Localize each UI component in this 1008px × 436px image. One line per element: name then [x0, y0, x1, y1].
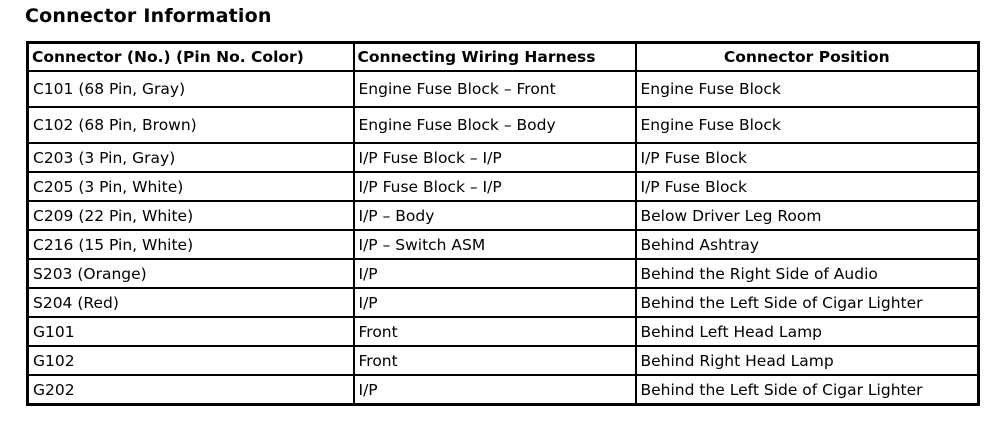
cell-position: Behind the Left Side of Cigar Lighter	[636, 375, 979, 405]
cell-connector: C203 (3 Pin, Gray)	[28, 143, 354, 172]
table-row	[28, 172, 979, 201]
cell-position: Behind the Left Side of Cigar Lighter	[636, 288, 979, 317]
cell-connector: C101 (68 Pin, Gray)	[28, 71, 354, 107]
cell-connector: C205 (3 Pin, White)	[28, 172, 354, 201]
cell-wiring-harness: I/P Fuse Block – I/P	[354, 143, 636, 172]
table-row	[28, 143, 979, 172]
table-row	[28, 230, 979, 259]
table-header-row	[28, 43, 979, 72]
cell-position: Behind Right Head Lamp	[636, 346, 979, 375]
page-title: Connector Information	[25, 5, 272, 27]
cell-wiring-harness: I/P	[354, 288, 636, 317]
cell-position: Engine Fuse Block	[636, 107, 979, 143]
cell-position: Engine Fuse Block	[636, 71, 979, 107]
cell-wiring-harness: I/P Fuse Block – I/P	[354, 172, 636, 201]
cell-wiring-harness: Front	[354, 346, 636, 375]
cell-connector: G102	[28, 346, 354, 375]
cell-position: Behind the Right Side of Audio	[636, 259, 979, 288]
cell-connector: S204 (Red)	[28, 288, 354, 317]
cell-position: I/P Fuse Block	[636, 143, 979, 172]
cell-wiring-harness: I/P – Switch ASM	[354, 230, 636, 259]
cell-connector: C216 (15 Pin, White)	[28, 230, 354, 259]
table-row	[28, 346, 979, 375]
cell-connector: C102 (68 Pin, Brown)	[28, 107, 354, 143]
connector-table	[26, 41, 980, 406]
table-row	[28, 317, 979, 346]
cell-position: Behind Ashtray	[636, 230, 979, 259]
cell-wiring-harness: I/P	[354, 375, 636, 405]
table-row	[28, 375, 979, 405]
cell-position: Below Driver Leg Room	[636, 201, 979, 230]
table-row	[28, 201, 979, 230]
cell-wiring-harness: Front	[354, 317, 636, 346]
header-connector-position: Connector Position	[636, 43, 979, 72]
cell-connector: S203 (Orange)	[28, 259, 354, 288]
table-row	[28, 259, 979, 288]
cell-connector: G202	[28, 375, 354, 405]
cell-position: I/P Fuse Block	[636, 172, 979, 201]
cell-connector: G101	[28, 317, 354, 346]
table-row	[28, 107, 979, 143]
cell-wiring-harness: Engine Fuse Block – Body	[354, 107, 636, 143]
cell-wiring-harness: I/P	[354, 259, 636, 288]
header-wiring-harness: Connecting Wiring Harness	[354, 43, 636, 72]
header-connector: Connector (No.) (Pin No. Color)	[28, 43, 354, 72]
cell-connector: C209 (22 Pin, White)	[28, 201, 354, 230]
cell-wiring-harness: I/P – Body	[354, 201, 636, 230]
table-row	[28, 288, 979, 317]
table-row	[28, 71, 979, 107]
cell-position: Behind Left Head Lamp	[636, 317, 979, 346]
cell-wiring-harness: Engine Fuse Block – Front	[354, 71, 636, 107]
